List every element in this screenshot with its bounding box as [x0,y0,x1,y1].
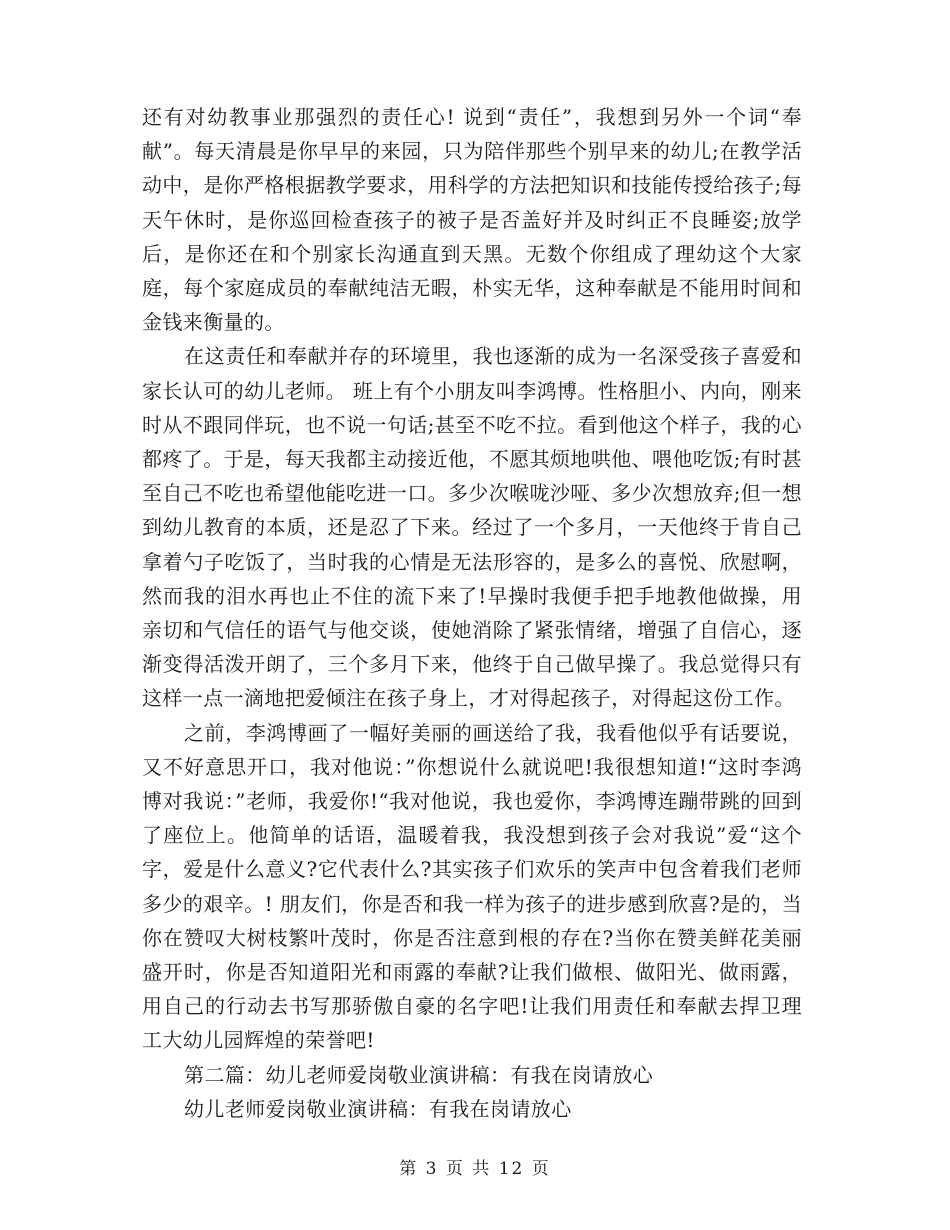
paragraph-1: 还有对幼教事业那强烈的责任心! 说到“责任”，我想到另外一个词“奉献”。每天清晨是你早早的来园，只为陪伴那些个别早来的幼儿;在教学活动中，是你严格根据教学要求，用科学的方法把知识和技能传授给孩子;每天午休时，是你巡回检查孩子的被子是否盖好并及时纠正不良睡姿;放学后，是你还在和个别家长沟通直到天黑。无数个你组成了理幼这个大家庭，每个家庭成员的奉献纯洁无暇，朴实无华，这种奉献是不能用时间和金钱来衡量的。 [142,105,802,335]
paragraph-3: 之前，李鸿博画了一幅好美丽的画送给了我，我看他似乎有话要说，又不好意思开口，我对他说：”你想说什么就说吧!我很想知道!“这时李鸿博对我说：”老师，我爱你!“我对他说，我也爱你，李鸿博连蹦带跳的回到了座位上。他简单的话语，温暖着我，我没想到孩子会对我说”爱“这个字，爱是什么意义?它代表什么?其实孩子们欢乐的笑声中包含着我们老师多少的艰辛。! 朋友们，你是否和我一样为孩子的进步感到欣喜?是的，当你在赞叹大树枝繁叶茂时，你是否注意到根的存在?当你在赞美鲜花美丽盛开时，你是否知道阳光和雨露的奉献?让我们做根、做阳光、做雨露，用自己的行动去书写那骄傲自豪的名字吧!让我们用责任和奉献去捍卫理工大幼儿园辉煌的荣誉吧! [142,720,802,1053]
section-title: 幼儿老师爱岗敬业演讲稿：有我在岗请放心 [184,1096,572,1121]
section-heading: 第二篇：幼儿老师爱岗敬业演讲稿：有我在岗请放心 [184,1062,654,1087]
paragraph-2: 在这责任和奉献并存的环境里，我也逐渐的成为一名深受孩子喜爱和家长认可的幼儿老师。 班上有个小朋友叫李鸿博。性格胆小、内向，刚来时从不跟同伴玩，也不说一句话;甚至不吃不拉。看到他这个样子，我的心都疼了。于是，每天我都主动接近他，不愿其烦地哄他、喂他吃饭;有时甚至自己不吃也希望他能吃进一口。多少次喉咙沙哑、多少次想放弃;但一想到幼儿教育的本质，还是忍了下来。经过了一个多月，一天他终于肯自己拿着勺子吃饭了，当时我的心情是无法形容的，是多么的喜悦、欣慰啊，然而我的泪水再也止不住的流下来了!早操时我便手把手地教他做操，用亲切和气信任的语气与他交谈，使她消除了紧张情绪，增强了自信心，逐渐变得活泼开朗了，三个多月下来，他终于自己做早操了。我总觉得只有这样一点一滴地把爱倾注在孩子身上，才对得起孩子，对得起这份工作。 [142,344,802,711]
document-body [142,100,802,1126]
page-number-footer: 第 3 页 共 12 页 [399,1159,551,1179]
